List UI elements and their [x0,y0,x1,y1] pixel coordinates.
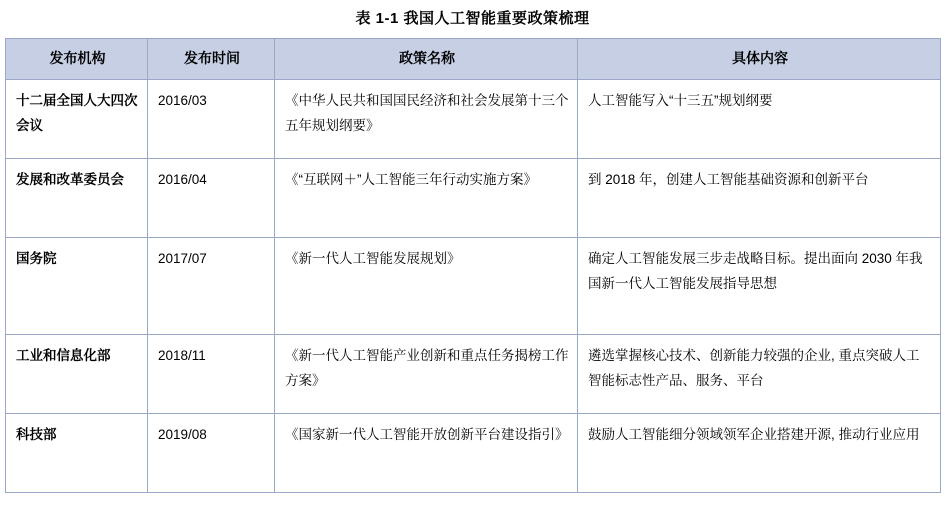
column-header-date: 发布时间 [148,39,275,80]
policy-table [5,38,941,493]
table-row [6,334,941,413]
cell-policy: 《中华人民共和国国民经济和社会发展第十三个五年规划纲要》 [275,79,578,158]
cell-content: 确定人工智能发展三步走战略目标。提出面向 2030 年我国新一代人工智能发展指导思想 [578,237,941,334]
table-row [6,237,941,334]
cell-content: 人工智能写入“十三五”规划纲要 [578,79,941,158]
cell-content: 到 2018 年，创建人工智能基础资源和创新平台 [578,158,941,237]
column-header-content: 具体内容 [578,39,941,80]
cell-content: 鼓励人工智能细分领域领军企业搭建开源, 推动行业应用 [578,413,941,492]
cell-agency: 发展和改革委员会 [6,158,148,237]
cell-agency: 十二届全国人大四次会议 [6,79,148,158]
cell-policy: 《国家新一代人工智能开放创新平台建设指引》 [275,413,578,492]
cell-policy: 《“互联网＋”人工智能三年行动实施方案》 [275,158,578,237]
table-row [6,79,941,158]
cell-date: 2019/08 [148,413,275,492]
column-header-policy: 政策名称 [275,39,578,80]
cell-policy: 《新一代人工智能产业创新和重点任务揭榜工作方案》 [275,334,578,413]
table-row [6,158,941,237]
cell-agency: 工业和信息化部 [6,334,148,413]
table-header-row [6,39,941,80]
cell-date: 2017/07 [148,237,275,334]
table-title: 表 1-1 我国人工智能重要政策梳理 [355,10,590,27]
table-header [6,39,941,80]
cell-date: 2016/04 [148,158,275,237]
table-body [6,79,941,492]
cell-date: 2018/11 [148,334,275,413]
cell-content: 遴选掌握核心技术、创新能力较强的企业, 重点突破人工智能标志性产品、服务、平台 [578,334,941,413]
cell-agency: 国务院 [6,237,148,334]
cell-policy: 《新一代人工智能发展规划》 [275,237,578,334]
column-header-agency: 发布机构 [6,39,148,80]
table-row [6,413,941,492]
cell-agency: 科技部 [6,413,148,492]
cell-date: 2016/03 [148,79,275,158]
